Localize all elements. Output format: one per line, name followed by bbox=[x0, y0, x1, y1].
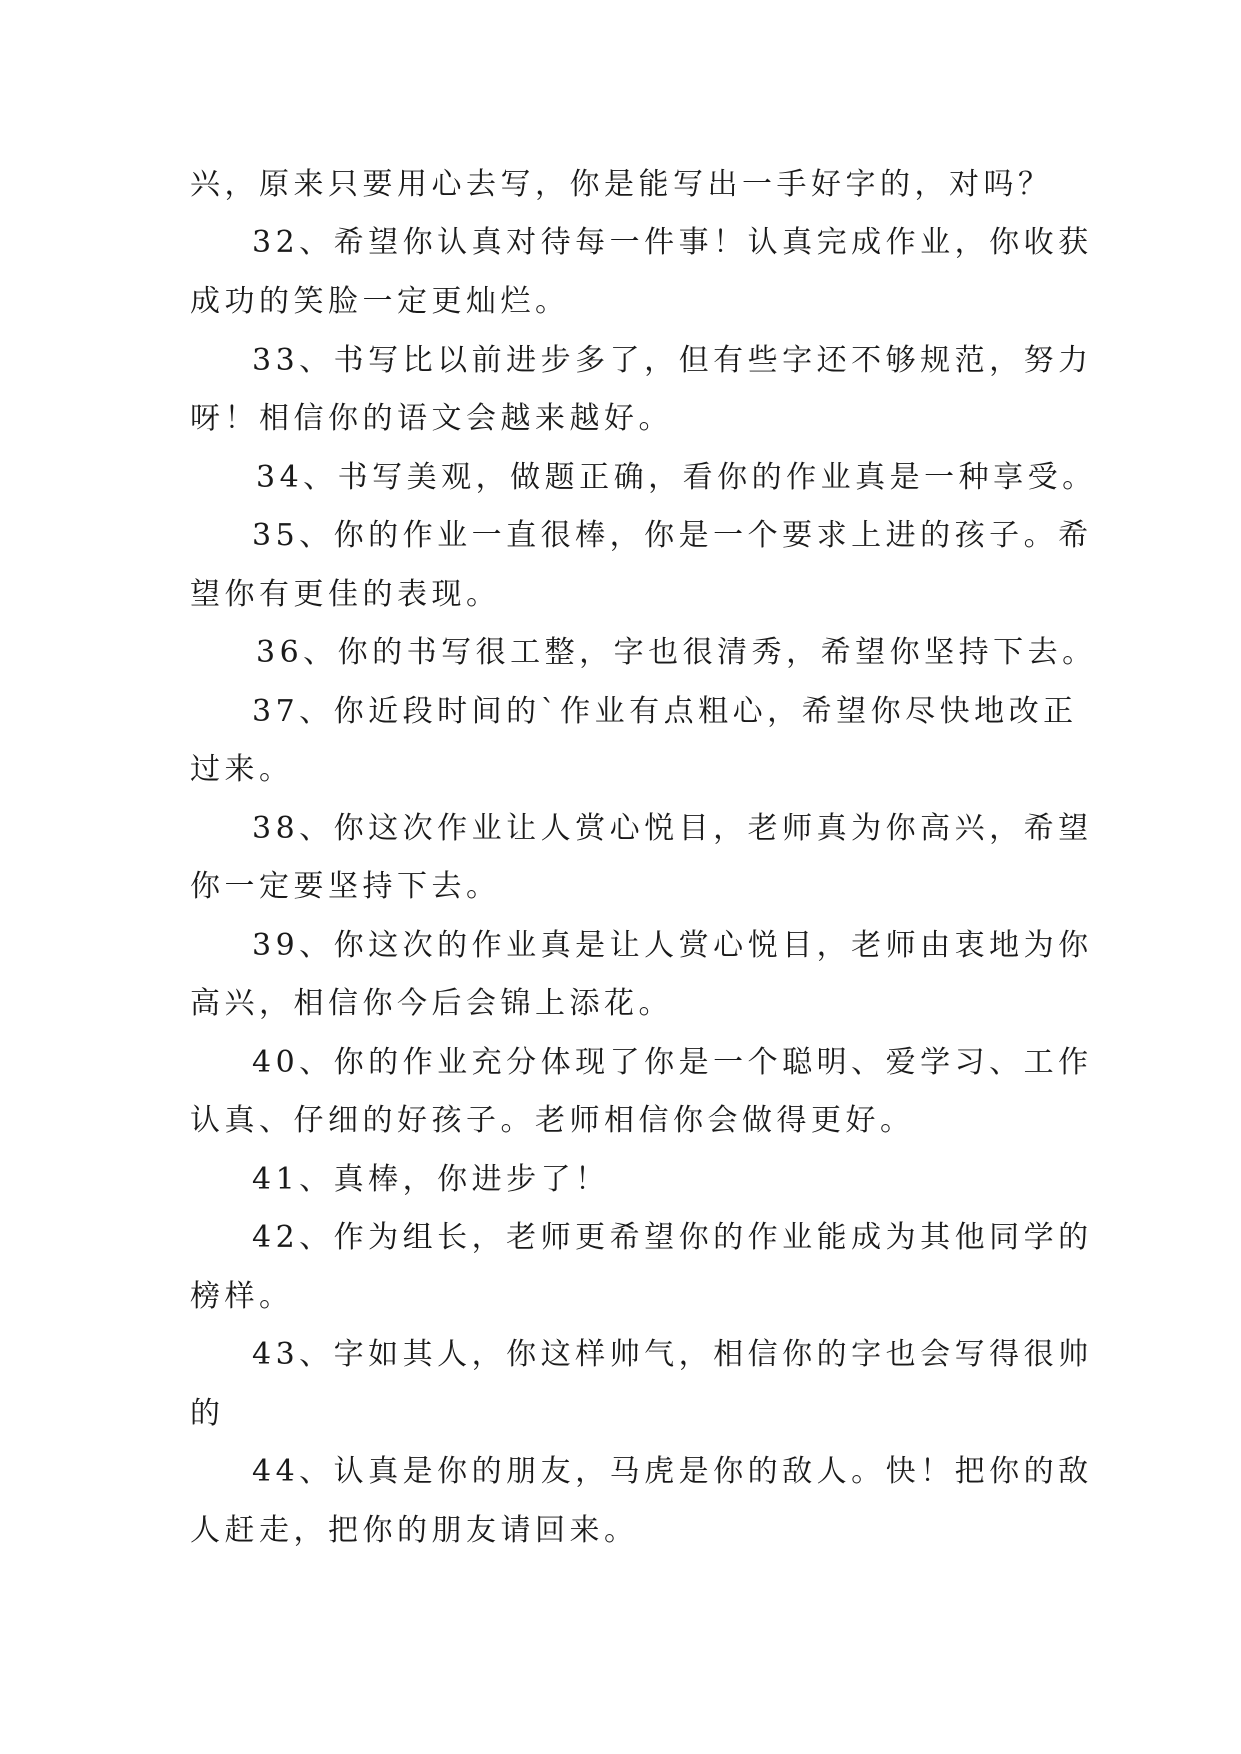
text-line: 你一定要坚持下去。 bbox=[190, 869, 501, 904]
text-line-34: 34、书写美观，做题正确，看你的作业真是一种享受。 bbox=[256, 460, 1097, 495]
text-line-32: 32、希望你认真对待每一件事！认真完成作业，你收获 bbox=[252, 225, 1093, 260]
text-line-42: 42、作为组长，老师更希望你的作业能成为其他同学的 bbox=[252, 1220, 1093, 1255]
text-line-40: 40、你的作业充分体现了你是一个聪明、爱学习、工作 bbox=[252, 1045, 1093, 1080]
text-line: 过来。 bbox=[190, 752, 294, 787]
text-line: 的 bbox=[190, 1396, 225, 1431]
text-line-38: 38、你这次作业让人赏心悦目，老师真为你高兴，希望 bbox=[252, 811, 1093, 846]
text-line-44: 44、认真是你的朋友，马虎是你的敌人。快！把你的敌 bbox=[252, 1454, 1093, 1489]
text-line-37: 37、你近段时间的`作业有点粗心，希望你尽快地改正 bbox=[252, 694, 1078, 729]
text-line-39: 39、你这次的作业真是让人赏心悦目，老师由衷地为你 bbox=[252, 928, 1093, 963]
text-line: 呀！相信你的语文会越来越好。 bbox=[190, 401, 673, 436]
text-line: 高兴，相信你今后会锦上添花。 bbox=[190, 986, 673, 1021]
text-line-43: 43、字如其人，你这样帅气，相信你的字也会写得很帅 bbox=[252, 1337, 1093, 1372]
text-line: 人赶走，把你的朋友请回来。 bbox=[190, 1513, 639, 1548]
text-line-35: 35、你的作业一直很棒，你是一个要求上进的孩子。希 bbox=[252, 518, 1093, 553]
text-line-41: 41、真棒，你进步了！ bbox=[252, 1162, 610, 1197]
text-line: 兴，原来只要用心去写，你是能写出一手好字的，对吗？ bbox=[190, 167, 1053, 202]
text-line: 认真、仔细的好孩子。老师相信你会做得更好。 bbox=[190, 1103, 915, 1138]
text-line: 榜样。 bbox=[190, 1279, 294, 1314]
text-line: 成功的笑脸一定更灿烂。 bbox=[190, 284, 570, 319]
text-line-36: 36、你的书写很工整，字也很清秀，希望你坚持下去。 bbox=[256, 635, 1097, 670]
text-line-33: 33、书写比以前进步多了，但有些字还不够规范，努力 bbox=[252, 343, 1093, 378]
text-line: 望你有更佳的表现。 bbox=[190, 577, 501, 612]
